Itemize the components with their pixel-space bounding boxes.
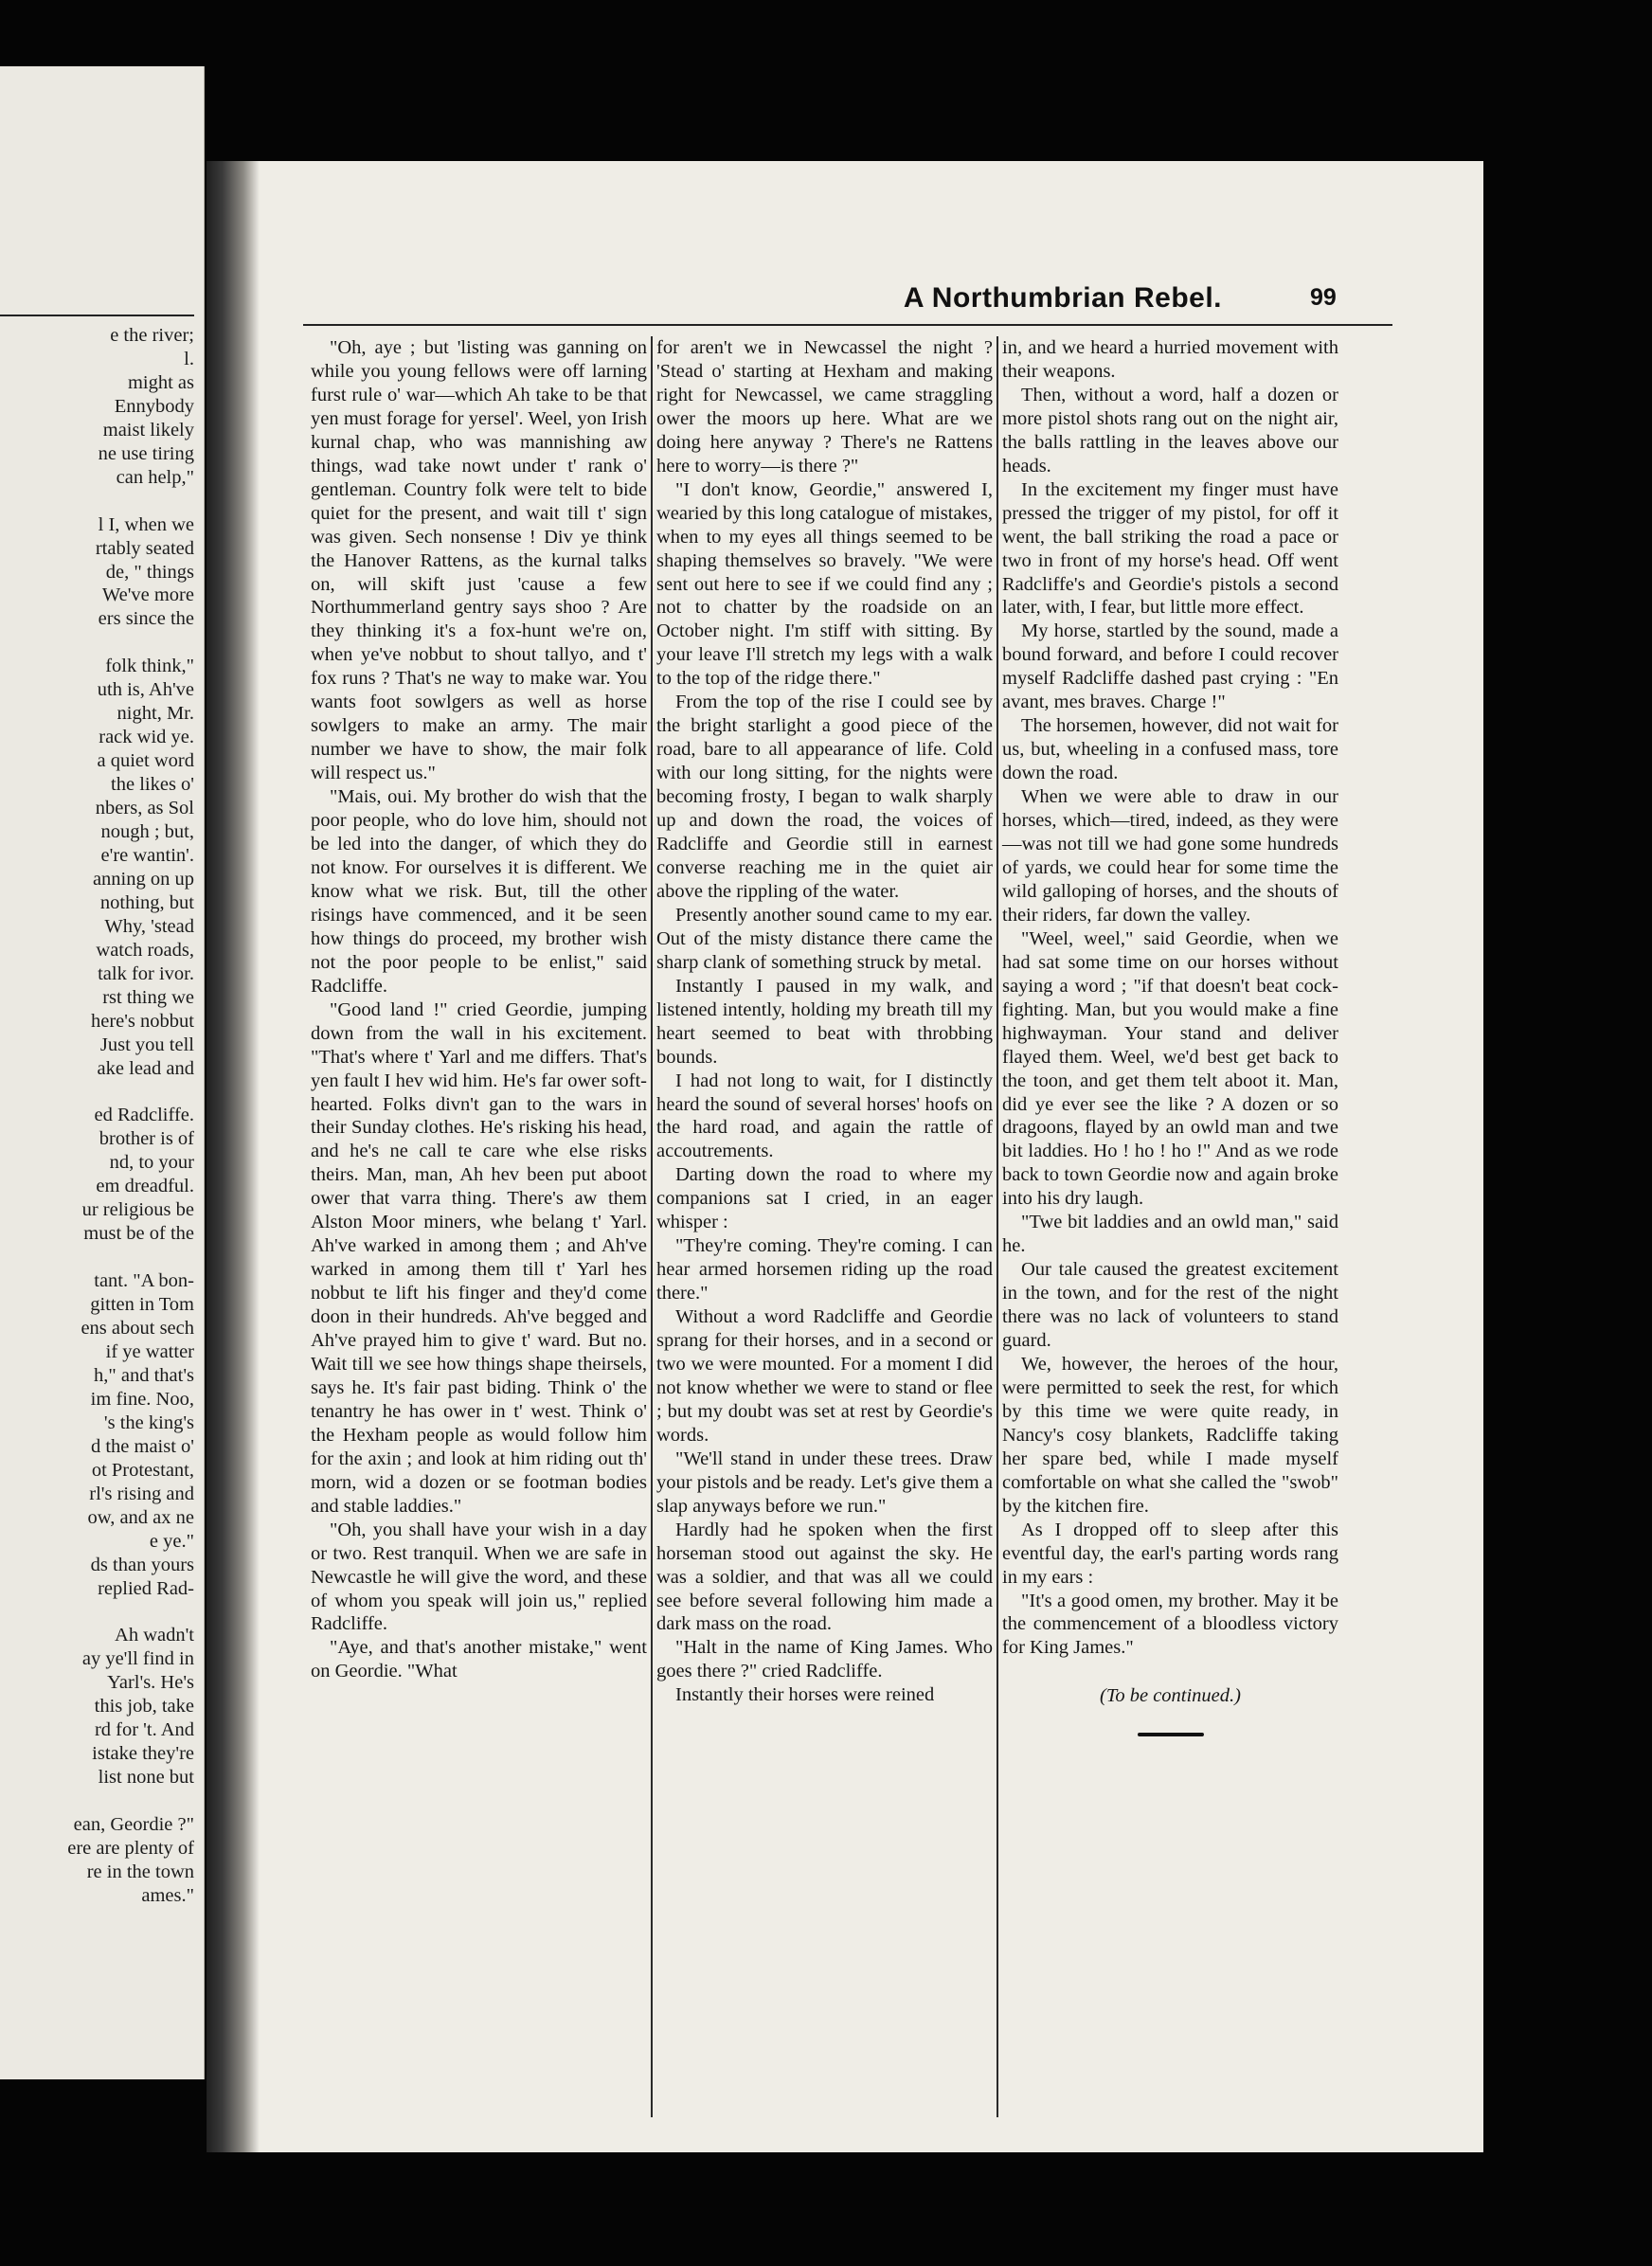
fragment-line: ds than yours (90, 1554, 194, 1575)
paragraph: "Twe bit laddies and an owld man," said he. (1002, 1212, 1338, 1257)
fragment-line: ne use tiring (98, 442, 194, 464)
fragment-line: rst thing we (102, 986, 194, 1008)
paragraph: "Good land !" cried Geordie, jumping down from the wall in his excitement. "That's where t' Yarl and me differs. That's yen fault I hev wid him. He's far ower soft-hearted. Folks divn't gan to the wars in their Sunday clothes. He's risking his head, and he's ne call te care whe else risks theirs. Man, man, Ah hev been put aboot ower that varra thing. There's aw them Alston Moor miners, whe belang t' Yarl. Ah've warked in among them ; and Ah've warked in among them till t' Yarl hes nobbut te lift his finger and they'd come doon in their hundreds. Ah've begged and Ah've prayed him to give t' ward. But no. Wait till we see how things shape theirsels, says he. It's fair past biding. Think o' the tenantry he has ower in t' west. Think o' the Hexham people as would follow him for the axin ; and look at him riding out th' morn, wid a dozen or se footman bodies and stable laddies." (311, 998, 647, 1517)
fragment-line: We've more (101, 584, 194, 606)
column-divider (651, 336, 653, 2117)
fragment-line: watch roads, (96, 939, 194, 961)
fragment-line: ay ye'll find in (81, 1648, 194, 1670)
paragraph: Darting down the road to where my companions sat I cried, in an eager whisper : (656, 1164, 993, 1233)
facing-page-fragment (0, 66, 205, 2079)
paragraph: "Halt in the name of King James. Who goes there ?" cried Radcliffe. (656, 1637, 993, 1682)
book-page (206, 161, 1483, 2152)
binding-shadow (206, 161, 260, 2152)
paragraph: Without a word Radcliffe and Geordie sprang for their horses, and in a second or two we were mounted. For a moment I did not know whether we were to stand or flee ; but my doubt was set at rest by Geordie's words. (656, 1306, 993, 1446)
fragment-line: ens about sech (81, 1318, 194, 1340)
fragment-line: uth is, Ah've (97, 679, 194, 701)
fragment-line: might as (127, 371, 194, 393)
fragment-line: ers since the (98, 608, 194, 630)
paragraph: Instantly their horses were reined (675, 1684, 935, 1706)
paragraph: Instantly I paused in my walk, and listened intently, holding my breath till my heart seemed to beat with throbbing bounds. (656, 975, 993, 1068)
fragment-line: can help," (116, 466, 194, 488)
fragment-line (0, 1246, 194, 1269)
paragraph: Hardly had he spoken when the first horseman stood out against the sky. He was a soldier, and that was all we could see before several following him made a dark mass on the road. (656, 1519, 993, 1635)
fragment-line: ean, Geordie ?" (73, 1814, 194, 1836)
fragment-line: ur religious be (81, 1199, 194, 1221)
paragraph: When we were able to draw in our horses, which—tired, indeed, as they were—was not till we had gone some hundreds of yards, we could hear for some time the wild galloping of horses, and the shouts of their riders, far down the valley. (1002, 786, 1338, 926)
paragraph: "Oh, aye ; but 'listing was ganning on while you young fellows were off larning furst rule o' war—which Ah take to be that yen must forage for yersel'. Weel, yon Irish kurnal chap, who was mannishing aw things, wad take nowt under t' rank o' gentleman. Country folk were telt to bide quiet for the present, and wait till t' sign was given. Sech nonsense ! Div ye think the Hanover Rattens, as the kurnal talks on, will skift just 'cause a few Northummerland gentry says shoo ? Are they thinking it's a fox-hunt we're on, when ye've nobbut to shout tallyo, and t' fox runs ? That's ne way to make war. You wants foot sowlgers as well as horse sowlgers to make an army. The mair number we have to show, the mair folk will respect us." (311, 337, 647, 784)
paragraph: Then, without a word, half a dozen or more pistol shots rang out on the night air, the balls rattling in the leaves above our heads. (1002, 384, 1338, 477)
fragment-line: ow, and ax ne (87, 1506, 194, 1528)
to-be-continued: (To be continued.) (1100, 1685, 1241, 1707)
paragraph: As I dropped off to sleep after this eventful day, the earl's parting words rang in my ears : (1002, 1519, 1338, 1588)
header-rule (303, 324, 1392, 326)
fragment-line: maist likely (102, 419, 194, 441)
fragment-line: istake they're (92, 1743, 194, 1765)
fragment-line (0, 631, 194, 655)
fragment-line: Just you tell (99, 1034, 194, 1055)
fragment-line (0, 490, 194, 513)
facing-page-rule (0, 315, 194, 316)
fragment-line: nough ; but, (100, 821, 194, 843)
paragraph: I had not long to wait, for I distinctly heard the sound of several horses' hoofs on the hard road, and again the rattle of accoutrements. (656, 1070, 993, 1162)
paragraph: in, and we heard a hurried movement with their weapons. (1002, 337, 1338, 382)
fragment-line: folk think," (105, 656, 194, 677)
fragment-line: ake lead and (97, 1057, 194, 1079)
fragment-line: anning on up (92, 868, 194, 890)
paragraph: From the top of the rise I could see by the bright starlight a good piece of the road, bare to all appearance of life. Cold with our long sitting, for the nights were becoming frosty, I began to walk sharply up and down the road, the voices of Radcliffe and Geordie still in earnest converse reaching me in the quiet air above the rippling of the water. (656, 692, 993, 902)
fragment-line: h," and that's (93, 1364, 194, 1386)
fragment-line: the likes o' (111, 774, 194, 796)
fragment-line: here's nobbut (90, 1010, 194, 1032)
fragment-line: ere are plenty of (67, 1838, 194, 1859)
fragment-line: im fine. Noo, (90, 1388, 194, 1410)
fragment-line: talk for ivor. (98, 962, 194, 984)
paragraph: "Oh, you shall have your wish in a day or two. Rest tranquil. When we are safe in Newcastle he will give the word, and these of whom you speak will join us," replied Radcliffe. (311, 1519, 647, 1635)
fragment-line: rd for 't. And (94, 1719, 194, 1741)
paragraph: "We'll stand in under these trees. Draw your pistols and be ready. Let's give them a slap anyways before we run." (656, 1448, 993, 1517)
fragment-line (0, 1600, 194, 1624)
text-column-1 (311, 336, 647, 1683)
paragraph: "Aye, and that's another mistake," went on Geordie. "What (311, 1637, 647, 1682)
fragment-line: Ah wadn't (115, 1625, 194, 1646)
fragment-line: nbers, as Sol (95, 798, 194, 819)
fragment-line: l. (184, 348, 194, 369)
fragment-line: Ennybody (114, 395, 194, 417)
paragraph: "I don't know, Geordie," answered I, wearied by this long catalogue of mistakes, when to my eyes all things seemed to be shaping themselves so bravely. "We were sent out here to see if we could find any ; not to chatter by the roadside on an October night. I'm stiff with sitting. By your leave I'll stretch my legs with a walk to the top of the ridge there." (656, 478, 993, 690)
fragment-line: e the river; (110, 325, 194, 346)
fragment-line: re in the town (86, 1861, 194, 1882)
facing-page-text (0, 324, 194, 1908)
fragment-line: e ye." (149, 1530, 194, 1552)
fragment-line (0, 1081, 194, 1105)
fragment-line: Yarl's. He's (107, 1672, 194, 1694)
fragment-line: ot Protestant, (91, 1459, 194, 1481)
fragment-line: 's the king's (103, 1412, 194, 1433)
paragraph: My horse, startled by the sound, made a bound forward, and before I could recover myself Radcliffe dashed past crying : "En avant, mes braves. Charge !" (1002, 620, 1338, 713)
fragment-line: must be of the (83, 1223, 194, 1245)
running-title: A Northumbrian Rebel. (903, 282, 1222, 314)
fragment-line: ed Radcliffe. (94, 1105, 194, 1126)
fragment-line: Why, 'stead (104, 915, 194, 937)
fragment-line: l I, when we (98, 513, 194, 535)
fragment-line: night, Mr. (117, 703, 194, 725)
page-number: 99 (1310, 284, 1337, 311)
fragment-line: de, " things (105, 561, 194, 583)
paragraph: Presently another sound came to my ear. Out of the misty distance there came the sharp clank of something struck by metal. (656, 904, 993, 973)
column-divider (997, 336, 998, 2117)
fragment-line: nd, to your (109, 1152, 194, 1174)
fragment-line: this job, take (94, 1696, 194, 1717)
paragraph: Our tale caused the greatest excitement in the town, and for the rest of the night there was no lack of volunteers to stand guard. (1002, 1259, 1338, 1352)
paragraph: In the excitement my finger must have pressed the trigger of my pistol, for off it went, the ball striking the road a pace or two in front of my horse's head. Off went Radcliffe's and Geordie's pistols a second later, with, I fear, but little more effect. (1002, 478, 1338, 619)
text-column-3 (1002, 336, 1338, 1736)
fragment-line: gitten in Tom (90, 1294, 194, 1316)
fragment-line: a quiet word (97, 750, 194, 772)
fragment-line: e're wantin'. (100, 844, 194, 866)
paragraph: "It's a good omen, my brother. May it be the commencement of a bloodless victory for King James." (1002, 1590, 1338, 1659)
paragraph: "Weel, weel," said Geordie, when we had sat some time on our horses without saying a word ; "if that doesn't beat cock-fighting. Man, but you would make a fine highwayman. Your stand and deliver flayed them. Weel, we'd best get back to the toon, and get them telt aboot it. Man, did ye ever see the like ? A dozen or so dragoons, flayed by an owld man and twe bit laddies. Ho ! ho ! ho !" And as we rode back to town Geordie now and again broke into his dry laugh. (1002, 927, 1338, 1210)
text-column-2 (656, 336, 993, 1707)
fragment-line: nothing, but (99, 891, 194, 913)
paragraph: for aren't we in Newcassel the night ? 'Stead o' starting at Hexham and making right for Newcassel, we came straggling ower the moors up here. What are we doing here anyway ? There's ne Rattens here to worry—is there ?" (656, 337, 993, 477)
fragment-line: brother is of (99, 1128, 194, 1150)
fragment-line: rack wid ye. (99, 727, 194, 748)
paragraph: The horsemen, however, did not wait for us, but, wheeling in a confused mass, tore down the road. (1002, 715, 1338, 784)
fragment-line: rtably seated (95, 537, 194, 559)
fragment-line: list none but (98, 1767, 194, 1789)
fragment-line: if ye watter (105, 1340, 194, 1362)
end-ornament (1138, 1733, 1204, 1736)
paragraph: "Mais, oui. My brother do wish that the poor people, who do love him, should not be led into the danger, of which they do not know. For ourselves it is different. We know what we risk. But, till the other risings have commenced, and it be seen how things do proceed, my brother wish not the poor people to be enlist," said Radcliffe. (311, 786, 647, 997)
fragment-line: em dreadful. (96, 1176, 194, 1197)
fragment-line: replied Rad- (98, 1577, 194, 1599)
fragment-line: d the maist o' (90, 1435, 194, 1457)
fragment-line: tant. "A bon- (94, 1270, 194, 1292)
fragment-line: ames." (141, 1884, 194, 1906)
paragraph: "They're coming. They're coming. I can hear armed horsemen riding up the road there." (656, 1235, 993, 1304)
fragment-line (0, 1789, 194, 1813)
paragraph: We, however, the heroes of the hour, were permitted to seek the rest, for which by this time we were quite ready, in Nancy's cosy blankets, Radcliffe taking her spare bed, while I made myself comfortable on what she called the "swob" by the kitchen fire. (1002, 1353, 1338, 1517)
fragment-line: rl's rising and (89, 1483, 194, 1504)
